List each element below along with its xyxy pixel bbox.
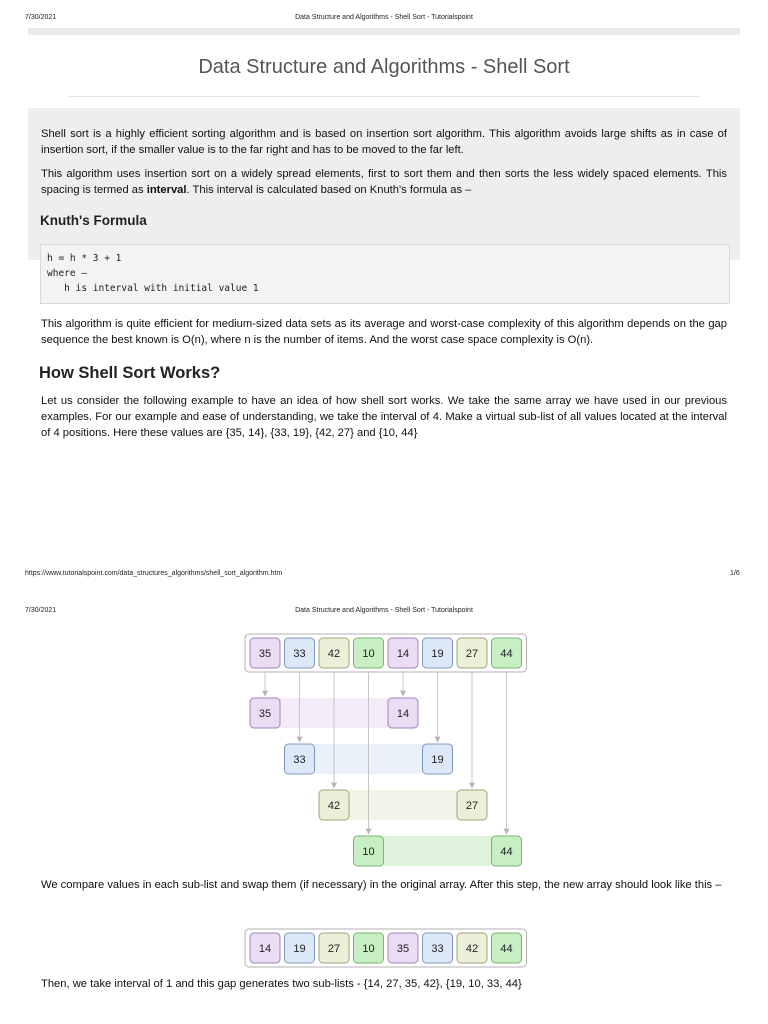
sublist-1-cell-0-label: 33 [293,754,306,766]
after-cell-1-label: 19 [293,943,306,955]
page-number: 1/6 [730,570,740,577]
example-paragraph: Let us consider the following example to have an idea of how shell sort works. We take the same array we have used in our previous examples. For our example and ease of understanding, we take the interval of 4. Make a virtual sub-list of all values located at the interval of 4 positions. Here these values are {35, 14}, {33, 19}, {42, 27} and {10, 44} [41,395,727,439]
interval-term: interval [146,184,187,196]
print-date: 7/30/2021 [25,14,57,21]
array-after-interval-4 [0,926,768,970]
intro-text-end: . This interval is calculated based on Knuth's formula as – [186,184,472,196]
knuth-formula-heading: Knuth's Formula [40,213,147,228]
initial-cell-3-label: 10 [362,648,375,660]
top-bar [28,28,740,35]
sublist-band-2 [349,790,457,820]
next-step-paragraph: Then, we take interval of 1 and this gap generates two sub-lists - {14, 27, 35, 42}, {19, 10, 33, 44} [41,978,522,990]
intro-text: This algorithm uses insertion sort on a widely spread elements, first to sort them and then sorts the less widely spaced elements. This spacing is termed as [41,168,727,196]
after-cell-0-label: 14 [258,943,272,955]
print-date: 7/30/2021 [25,607,57,614]
compare-paragraph: We compare values in each sub-list and swap them (if necessary) in the original array. After this step, the new array should look like this – [41,879,722,891]
formula-code-block: h = h * 3 + 1 where – h is interval with initial value 1 [40,244,730,304]
initial-cell-6-label: 27 [465,648,479,660]
sublist-0-cell-0-label: 35 [258,708,272,720]
sublist-1-cell-1-label: 19 [431,754,444,766]
after-cell-4-label: 35 [396,943,410,955]
page-title: Data Structure and Algorithms - Shell Sort [198,56,570,78]
sublist-0-cell-1-label: 14 [396,708,410,720]
print-header-page-2 [0,607,768,621]
after-cell-2-label: 27 [327,943,341,955]
after-cell-3-label: 10 [362,943,375,955]
sublist-2-cell-0-label: 42 [327,800,341,812]
after-cell-6-label: 42 [465,943,479,955]
how-shell-sort-works-heading: How Shell Sort Works? [39,364,221,382]
after-cell-7-label: 44 [500,943,513,955]
after-cell-5-label: 33 [431,943,444,955]
complexity-paragraph: This algorithm is quite efficient for medium-sized data sets as its average and worst-case complexity of this algorithm depends on the gap sequence the best known is Ο(n), where n is the number of items. And the worst case space complexity is O(n). [41,318,727,346]
initial-cell-7-label: 44 [500,648,513,660]
sublist-band-3 [384,836,492,866]
initial-cell-5-label: 19 [431,648,444,660]
print-header [0,14,768,28]
print-header-title: Data Structure and Algorithms - Shell Sort - Tutorialspoint [295,607,473,614]
page-url: https://www.tutorialspoint.com/data_structures_algorithms/shell_sort_algorithm.htm [25,570,283,577]
initial-cell-4-label: 14 [396,648,410,660]
sublist-2-cell-1-label: 27 [465,800,479,812]
shell-sort-interval-4-diagram [0,628,768,868]
intro-paragraph-1: Shell sort is a highly efficient sorting algorithm and is based on insertion sort algorithm. This algorithm avoids large shifts as in case of insertion sort, if the smaller value is to the far right and has to be moved to the far left. [41,128,727,156]
sublist-3-cell-0-label: 10 [362,846,375,858]
title-divider [68,96,700,97]
intro-paragraph-2 [41,166,727,198]
print-header-title: Data Structure and Algorithms - Shell Sort - Tutorialspoint [295,14,473,21]
initial-cell-2-label: 42 [327,648,341,660]
sublist-3-cell-1-label: 44 [500,846,513,858]
initial-cell-1-label: 33 [293,648,306,660]
initial-cell-0-label: 35 [258,648,272,660]
